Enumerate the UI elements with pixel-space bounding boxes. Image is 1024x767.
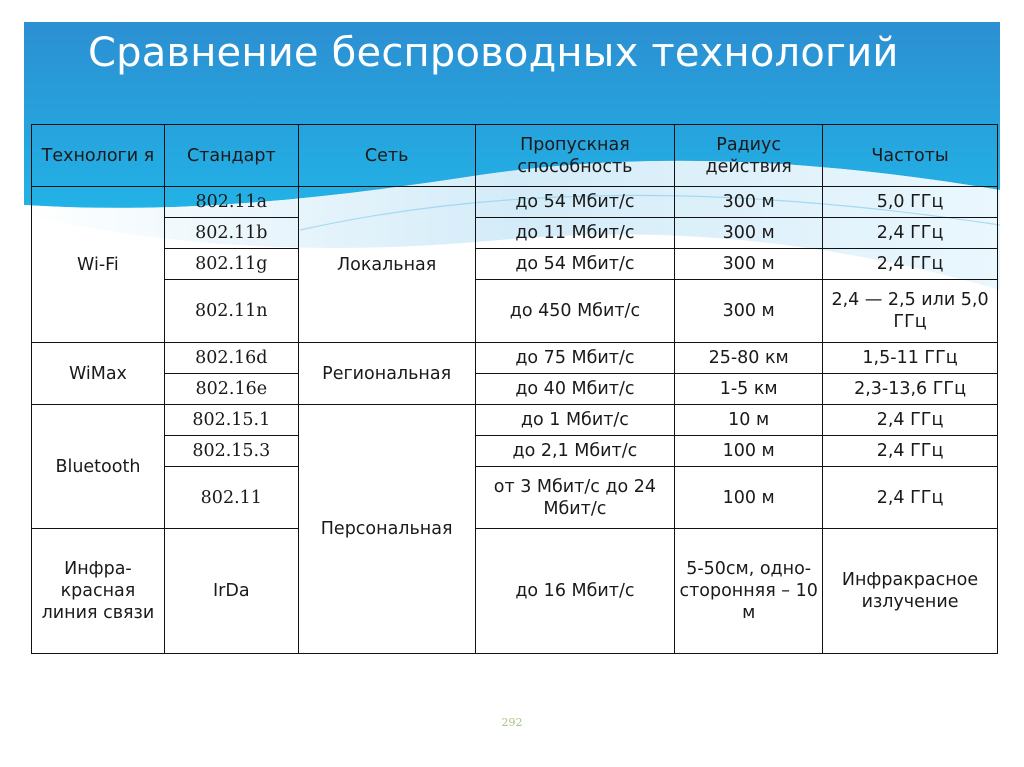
- standard-cell: 802.16e: [164, 374, 298, 405]
- radius-cell: 1-5 км: [675, 374, 823, 405]
- frequency-cell: 2,4 — 2,5 или 5,0 ГГц: [823, 280, 998, 343]
- standard-cell: 802.11b: [164, 218, 298, 249]
- throughput-cell: до 16 Мбит/с: [475, 529, 675, 654]
- tech-bluetooth: Bluetooth: [32, 405, 165, 529]
- frequency-cell: 2,4 ГГц: [823, 249, 998, 280]
- table-row: [32, 374, 998, 405]
- radius-cell: 5-50см, одно- сторонняя – 10 м: [675, 529, 823, 654]
- radius-cell: 100 м: [675, 436, 823, 467]
- throughput-cell: до 1 Мбит/с: [475, 405, 675, 436]
- header-radius: Радиус действия: [675, 125, 823, 187]
- frequency-cell: 2,3-13,6 ГГц: [823, 374, 998, 405]
- table-row: [32, 529, 998, 654]
- table-row: [32, 249, 998, 280]
- throughput-cell: до 54 Мбит/с: [475, 249, 675, 280]
- header-throughput: Пропускная способность: [475, 125, 675, 187]
- table-row: [32, 436, 998, 467]
- frequency-cell: 2,4 ГГц: [823, 405, 998, 436]
- throughput-cell: до 75 Мбит/с: [475, 343, 675, 374]
- throughput-cell: до 54 Мбит/с: [475, 187, 675, 218]
- header-frequency: Частоты: [823, 125, 998, 187]
- standard-cell: 802.11: [164, 467, 298, 529]
- standard-cell: 802.11a: [164, 187, 298, 218]
- header-standard: Стандарт: [164, 125, 298, 187]
- table-row: [32, 467, 998, 529]
- table-row: [32, 218, 998, 249]
- comparison-table: [31, 124, 998, 654]
- table-row: [32, 343, 998, 374]
- tech-wifi: Wi-Fi: [32, 187, 165, 343]
- slide-title: Сравнение беспроводных технологий: [88, 30, 899, 76]
- frequency-cell: 1,5-11 ГГц: [823, 343, 998, 374]
- radius-cell: 10 м: [675, 405, 823, 436]
- table-row: [32, 405, 998, 436]
- network-local: Локальная: [298, 187, 475, 343]
- radius-cell: 300 м: [675, 249, 823, 280]
- table-row: [32, 187, 998, 218]
- frequency-cell: 2,4 ГГц: [823, 218, 998, 249]
- frequency-cell: 5,0 ГГц: [823, 187, 998, 218]
- tech-infrared: Инфра- красная линия связи: [32, 529, 165, 654]
- network-regional: Региональная: [298, 343, 475, 405]
- radius-cell: 300 м: [675, 187, 823, 218]
- standard-cell: 802.15.1: [164, 405, 298, 436]
- header-network: Сеть: [298, 125, 475, 187]
- network-personal: Персональная: [298, 405, 475, 654]
- standard-cell: 802.11n: [164, 280, 298, 343]
- table-row: [32, 280, 998, 343]
- throughput-cell: до 11 Мбит/с: [475, 218, 675, 249]
- throughput-cell: до 40 Мбит/с: [475, 374, 675, 405]
- radius-cell: 300 м: [675, 218, 823, 249]
- frequency-cell: Инфракрасное излучение: [823, 529, 998, 654]
- throughput-cell: до 2,1 Мбит/с: [475, 436, 675, 467]
- standard-cell: 802.11g: [164, 249, 298, 280]
- frequency-cell: 2,4 ГГц: [823, 436, 998, 467]
- throughput-cell: от 3 Мбит/с до 24 Мбит/с: [475, 467, 675, 529]
- page-number: 292: [501, 716, 523, 729]
- throughput-cell: до 450 Мбит/с: [475, 280, 675, 343]
- radius-cell: 300 м: [675, 280, 823, 343]
- standard-cell: 802.16d: [164, 343, 298, 374]
- frequency-cell: 2,4 ГГц: [823, 467, 998, 529]
- standard-cell: IrDa: [164, 529, 298, 654]
- table-header-row: [32, 125, 998, 187]
- tech-wimax: WiMax: [32, 343, 165, 405]
- radius-cell: 25-80 км: [675, 343, 823, 374]
- radius-cell: 100 м: [675, 467, 823, 529]
- standard-cell: 802.15.3: [164, 436, 298, 467]
- header-technology: Технологи я: [32, 125, 165, 187]
